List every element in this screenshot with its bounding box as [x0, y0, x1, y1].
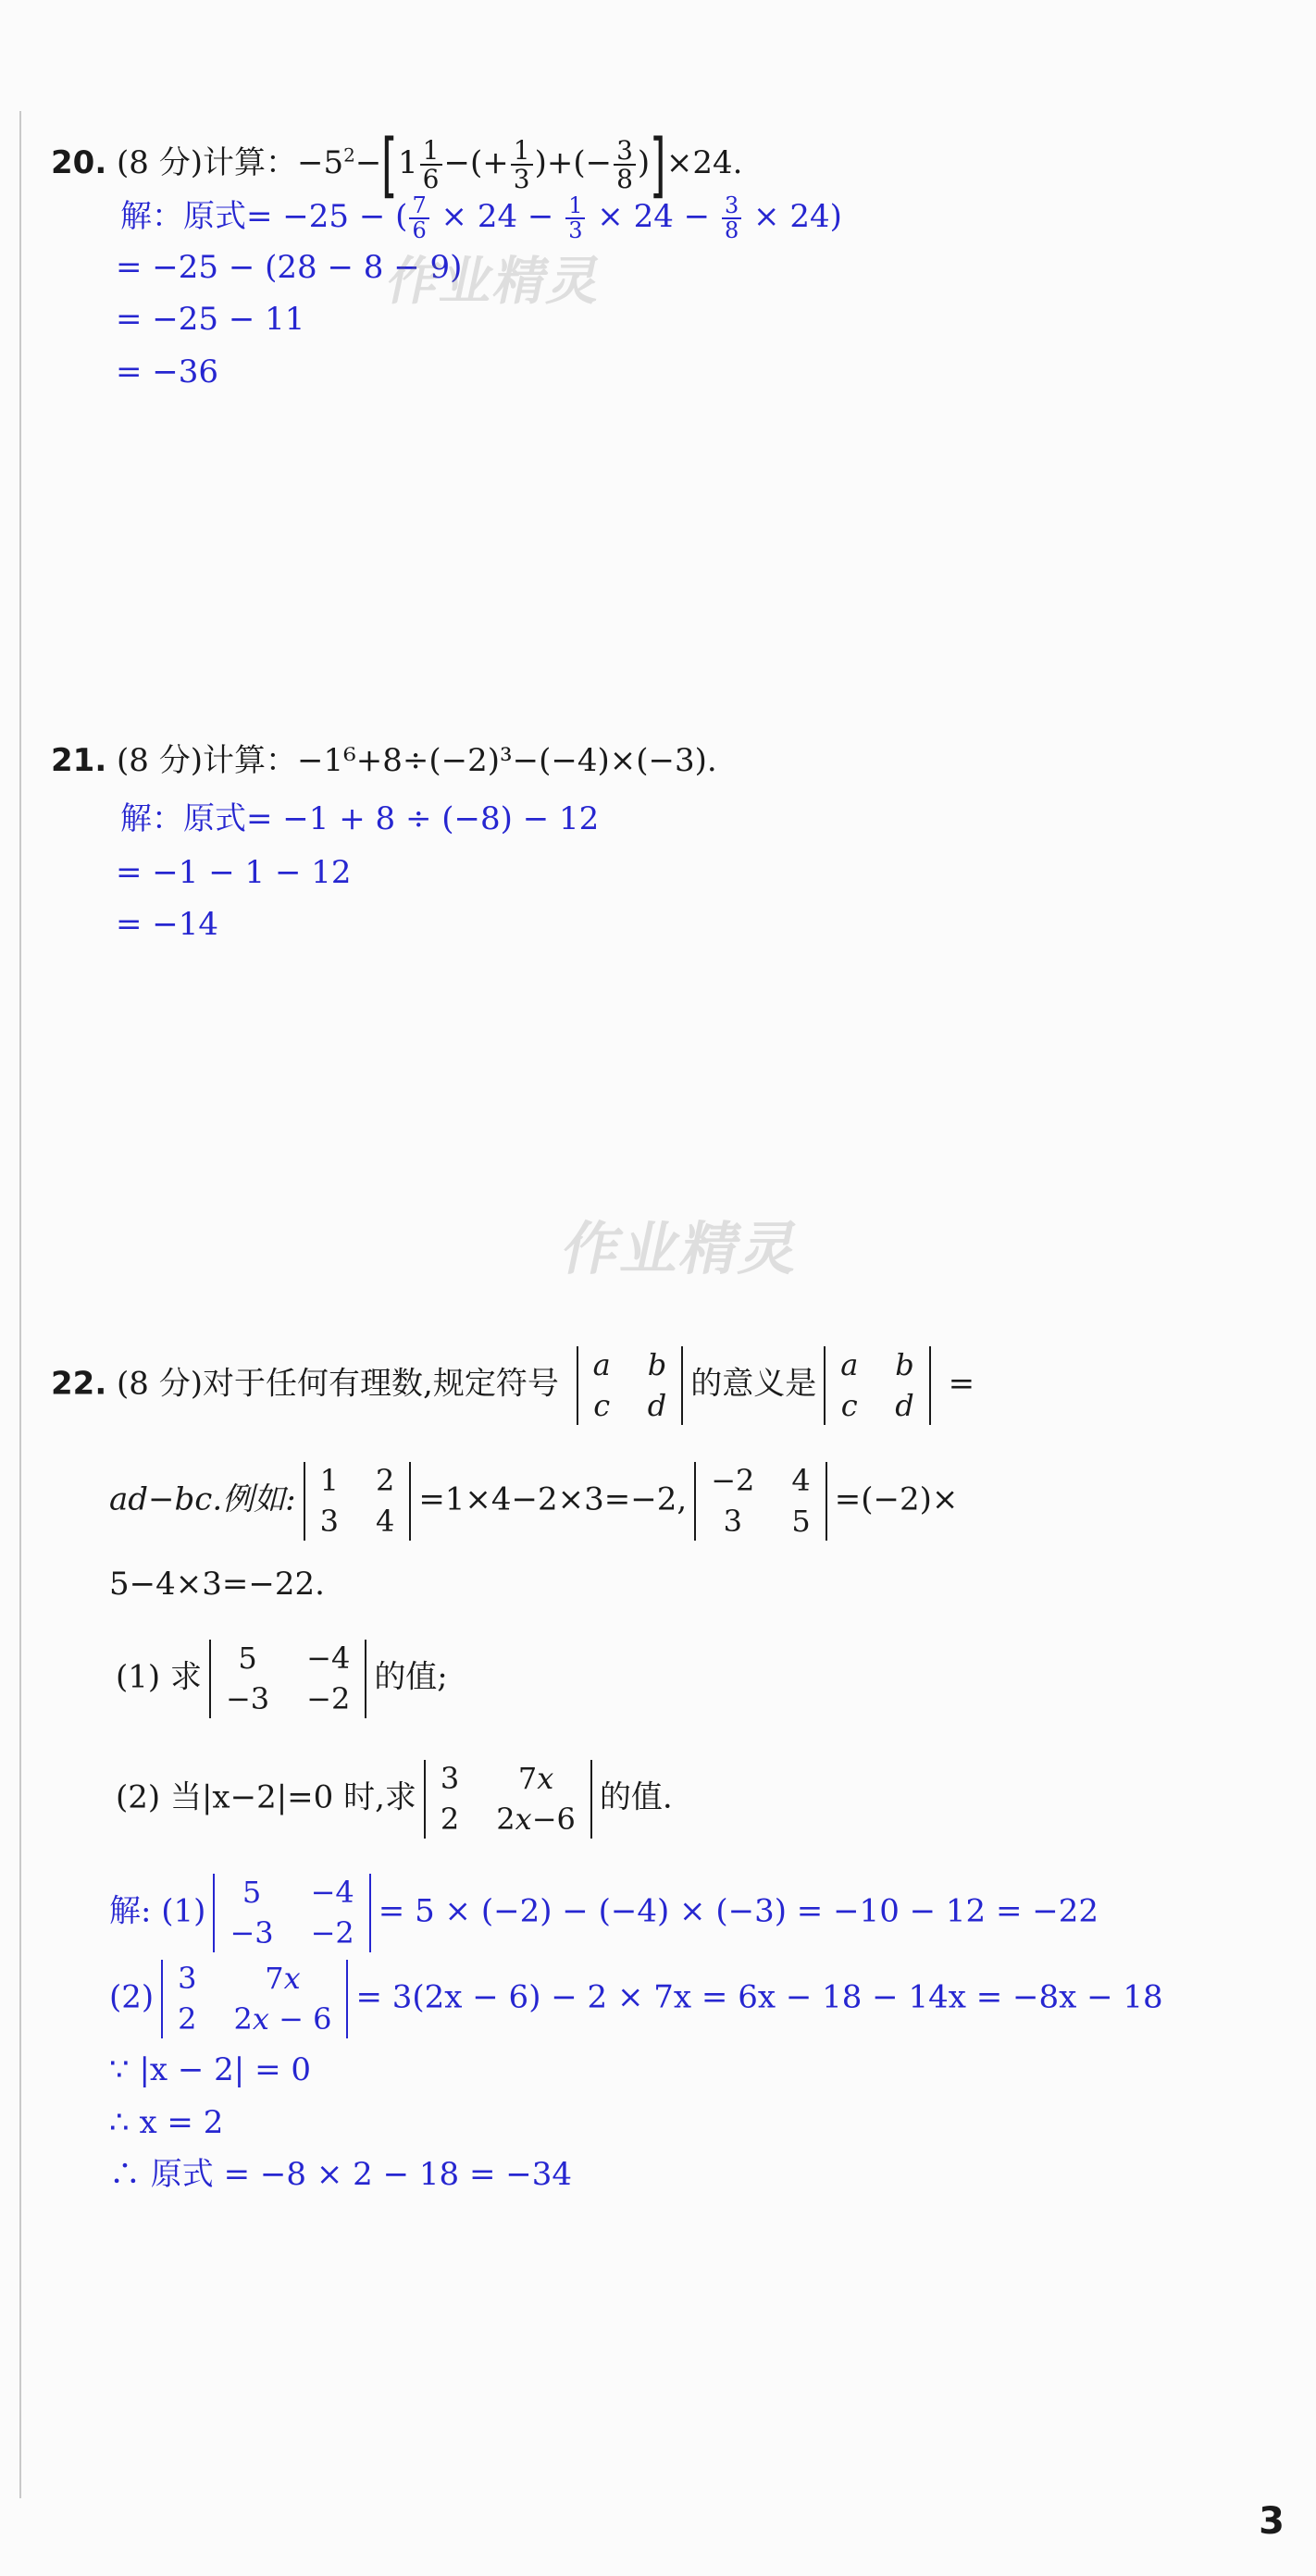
- q22-solution-2: (2) 3 7x 2 2x − 6 = 3(2x − 6) − 2 × 7x = 6x − 18 − 14x = −8x − 18: [109, 1960, 1163, 2038]
- q22-example-result: 5−4×3=−22.: [109, 1566, 325, 1603]
- q20-expression: $-5^2-[1$ $\frac{1}{6}$ −(+ $\frac{1}{3}$ )+(− $\frac{3}{8}$ )]×24.: [297, 123, 743, 205]
- q22-solution-1: 解: (1) 5 −4 −3 −2 = 5 × (−2) − (−4) × (−3) = −10 − 12 = −22: [109, 1874, 1099, 1952]
- q21-answer-line-3: = −14: [116, 906, 219, 943]
- q22-solution-3: ∵ |x − 2| = 0: [109, 2051, 311, 2088]
- det-solution-1: 5 −4 −3 −2: [213, 1874, 370, 1952]
- q22-intro: 22. (8 分)对于任何有理数,规定符号 a b c d 的意义是 a b c d =: [51, 1346, 975, 1425]
- det-symbol-meaning: a b c d: [824, 1346, 931, 1425]
- det-part-2: 3 7x 2 2x−6: [424, 1760, 592, 1839]
- watermark-middle: 作业精灵: [556, 1215, 808, 1282]
- det-symbol: a b c d: [577, 1346, 684, 1425]
- det-part-1: 5 −4 −3 −2: [209, 1640, 366, 1718]
- q20-answer-line-3: = −25 − 11: [116, 301, 305, 338]
- margin-line: [19, 111, 21, 2498]
- q22-example-line: ad−bc.例如: 1 2 3 4 =1×4−2×3=−2, −2 4 3 5 =(−2)×: [109, 1462, 958, 1541]
- watermark-top: 作业精灵: [381, 252, 609, 312]
- q21-answer-line-1: 解：原式= −1 + 8 ÷ (−8) − 12: [120, 800, 600, 837]
- q20-answer-line-4: = −36: [116, 353, 219, 390]
- q22-solution-4: ∴ x = 2: [109, 2104, 224, 2141]
- q22-part-1: (1) 求 5 −4 −3 −2 的值;: [116, 1640, 448, 1718]
- q22-part-2: (2) 当|x−2|=0 时,求 3 7x 2 2x−6 的值.: [116, 1760, 673, 1839]
- q20-question: 20. (8 分)计算：$-5^2-[1$ $\frac{1}{6}$ −(+ $\frac{1}{3}$ )+(− $\frac{3}{8}$ )]×24.: [51, 123, 743, 205]
- q20-answer-expression: −25 − ( $\frac{7}{6}$ × 24 − $\frac{1}{3}$ × 24 − $\frac{3}{8}$ × 24): [272, 192, 842, 244]
- q21-answer-line-2: = −1 − 1 − 12: [116, 854, 352, 891]
- det-example-2: −2 4 3 5: [694, 1462, 827, 1541]
- q20-answer-line-2: = −25 − (28 − 8 − 9): [116, 249, 463, 286]
- q21-number: 21.: [51, 742, 107, 779]
- q22-solution-5: ∴ 原式 = −8 × 2 − 18 = −34: [109, 2156, 572, 2193]
- q21-question: 21. (8 分)计算：−1⁶+8÷(−2)³−(−4)×(−3).: [51, 742, 717, 779]
- det-solution-2: 3 7x 2 2x − 6: [161, 1960, 348, 2038]
- q22-number: 22.: [51, 1365, 107, 1403]
- q20-number: 20.: [51, 144, 107, 181]
- det-example-1: 1 2 3 4: [304, 1462, 412, 1541]
- q20-answer-line-1: 解：原式= −25 − ( $\frac{7}{6}$ × 24 − $\frac{1}{3}$ × 24 − $\frac{3}{8}$ × 24): [120, 192, 842, 244]
- page-number: 3: [1259, 2500, 1285, 2543]
